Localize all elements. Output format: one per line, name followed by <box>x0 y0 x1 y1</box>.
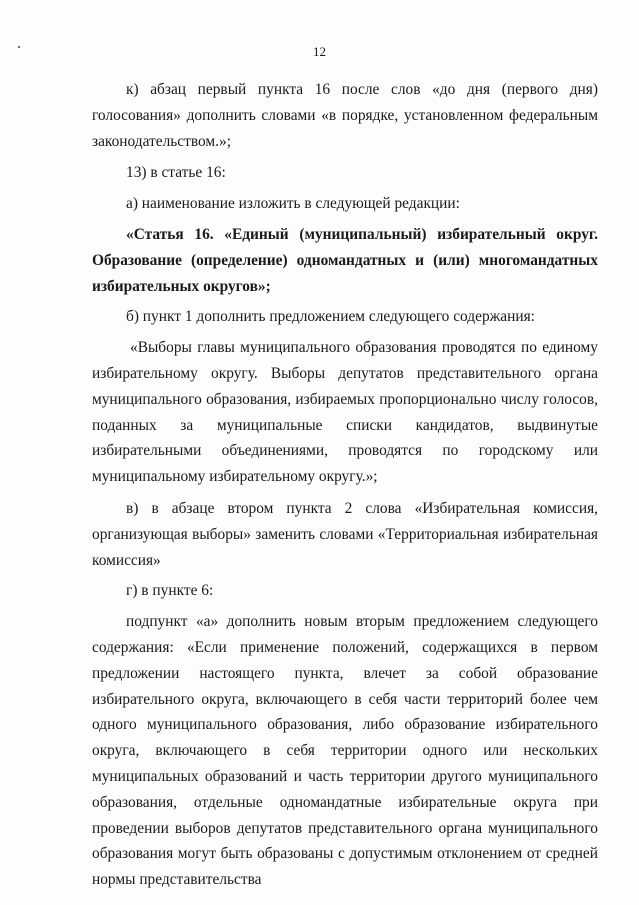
paragraph-a-title: а) наименование изложить в следующей редакции: <box>126 195 460 213</box>
paragraph-article-16: 13) в статье 16: <box>126 164 226 182</box>
paragraph-v-point-2: в) в абзаце втором пункта 2 слова «Избирательная комиссия, организующая выборы» заменить словами «Территориальная избирательная комиссия» <box>92 499 598 569</box>
paragraph-k-amendment: к) абзац первый пункта 16 после слов «до дня (первого дня) голосования» дополнить словами «в порядке, установленном федеральным законодательством.»; <box>92 81 598 150</box>
paragraph-g-point-6: г) в пункте 6: <box>126 582 214 600</box>
paragraph-subpoint-a: подпункт «а» дополнить новым вторым предложением следующего содержания: «Если применение положений, содержащихся в первом предложении настоящего пункта, влечет за собой образование избирательного округа, включающего в себя части территорий более чем одного муниципального образования, либо образование избирательного округа, включающего в себя территории одного или нескольких муниципальных образований и часть территории другого муниципального образования, отдельные одномандатные избирательные округа при проведении выборов депутатов представительного органа муниципального образования могут быть образованы с допустимым отклонением от средней нормы представительства <box>92 613 598 889</box>
paragraph-article-heading: «Статья 16. «Единый (муниципальный) избирательный округ. Образование (определение) одномандатных и (или) многомандатных избирательных округов»; <box>92 225 598 295</box>
document-body <box>92 77 598 893</box>
page-number: 12 <box>313 44 326 59</box>
paragraph-elections-quote: «Выборы главы муниципального образования проводятся по единому избирательному округу. Выборы депутатов представительного органа муниципального образования, избираемых пропорционально числу голосов, поданных за муниципальные списки кандидатов, выдвинутые избирательными объединениями, проводятся по городскому или муниципальному избирательному округу.»; <box>92 339 598 486</box>
paragraph-b-point-1: б) пункт 1 дополнить предложением следующего содержания: <box>126 308 535 326</box>
